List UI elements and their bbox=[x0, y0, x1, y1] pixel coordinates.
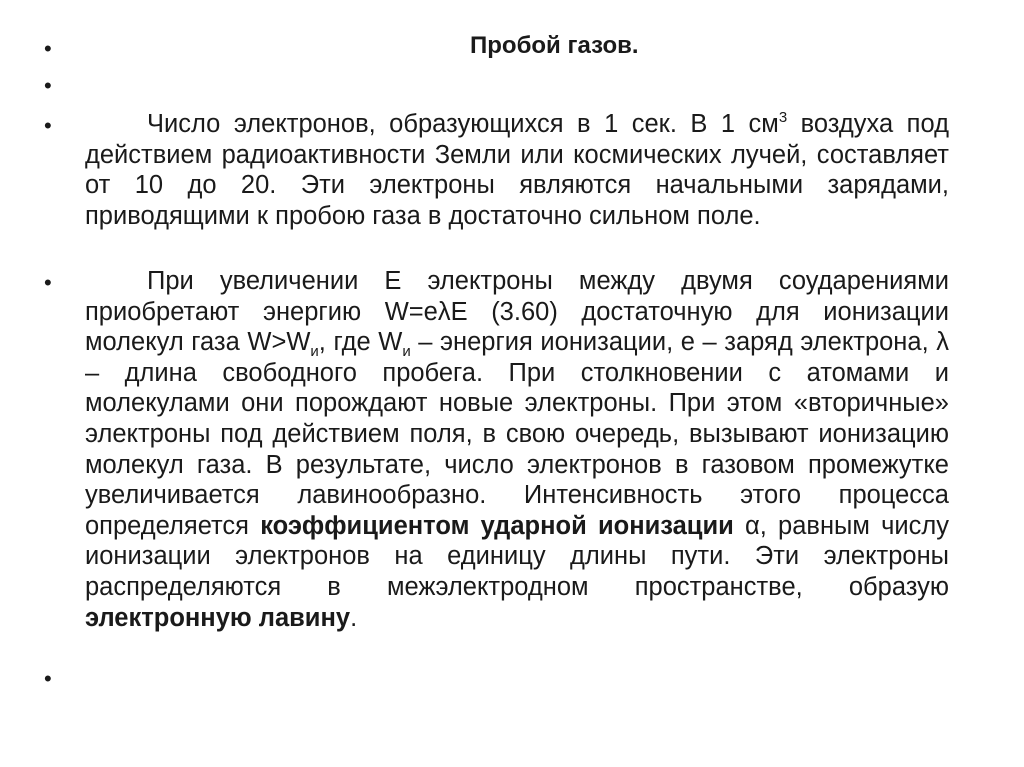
subscript-i-1: и bbox=[310, 343, 319, 361]
paragraph-2-text-e: . bbox=[350, 603, 358, 632]
bullet-3: • bbox=[44, 113, 52, 138]
bullet-4: • bbox=[44, 270, 52, 295]
paragraph-2-text-b: , где W bbox=[318, 328, 403, 357]
paragraph-impact-ionization bbox=[85, 266, 949, 633]
paragraph-1-text-b: воздуха под действием радиоактивности Земли или космических лучей, составляет от 10 до 20. Эти электроны являются начальными зарядами, приводящими к пробою газа в достаточно сильном поле. bbox=[85, 110, 949, 230]
term-electron-avalanche: электронную лавину bbox=[85, 603, 351, 632]
superscript-3: 3 bbox=[778, 109, 788, 126]
bullet-2: • bbox=[44, 73, 52, 98]
paragraph-2-text-d: α, равным числу ионизации электронов на единицу длины пути. Эти электроны распределяются в межэлектродном пространстве, образую bbox=[85, 511, 950, 601]
bullet-5: • bbox=[44, 666, 52, 691]
paragraph-1-text-a: Число электронов, образующихся в 1 сек. В 1 см bbox=[147, 110, 779, 138]
subscript-i-2: и bbox=[402, 343, 411, 361]
term-impact-ionization-coefficient: коэффициентом ударной ионизации bbox=[260, 511, 734, 540]
bullet-1: • bbox=[44, 36, 52, 61]
paragraph-2-text-a: При увеличении E электроны между двумя соударениями приобретают энергию W=eλE (3.60) достаточную для ионизации молекул газа W>W bbox=[85, 267, 949, 357]
paragraph-electron-count bbox=[85, 109, 949, 231]
slide-title: Пробой газов. bbox=[470, 32, 639, 59]
paragraph-2-text-c: – энергия ионизации, e – заряд электрона, λ – длина свободного пробега. При столкновении с атомами и молекулами они порождают новые электроны. При этом «вторичные» электроны под действием поля, в свою очередь, вызывают ионизацию молекул газа. В результате, число электронов в газовом промежутке увеличивается лавинообразно. Интенсивность этого процесса определяется bbox=[85, 328, 949, 540]
